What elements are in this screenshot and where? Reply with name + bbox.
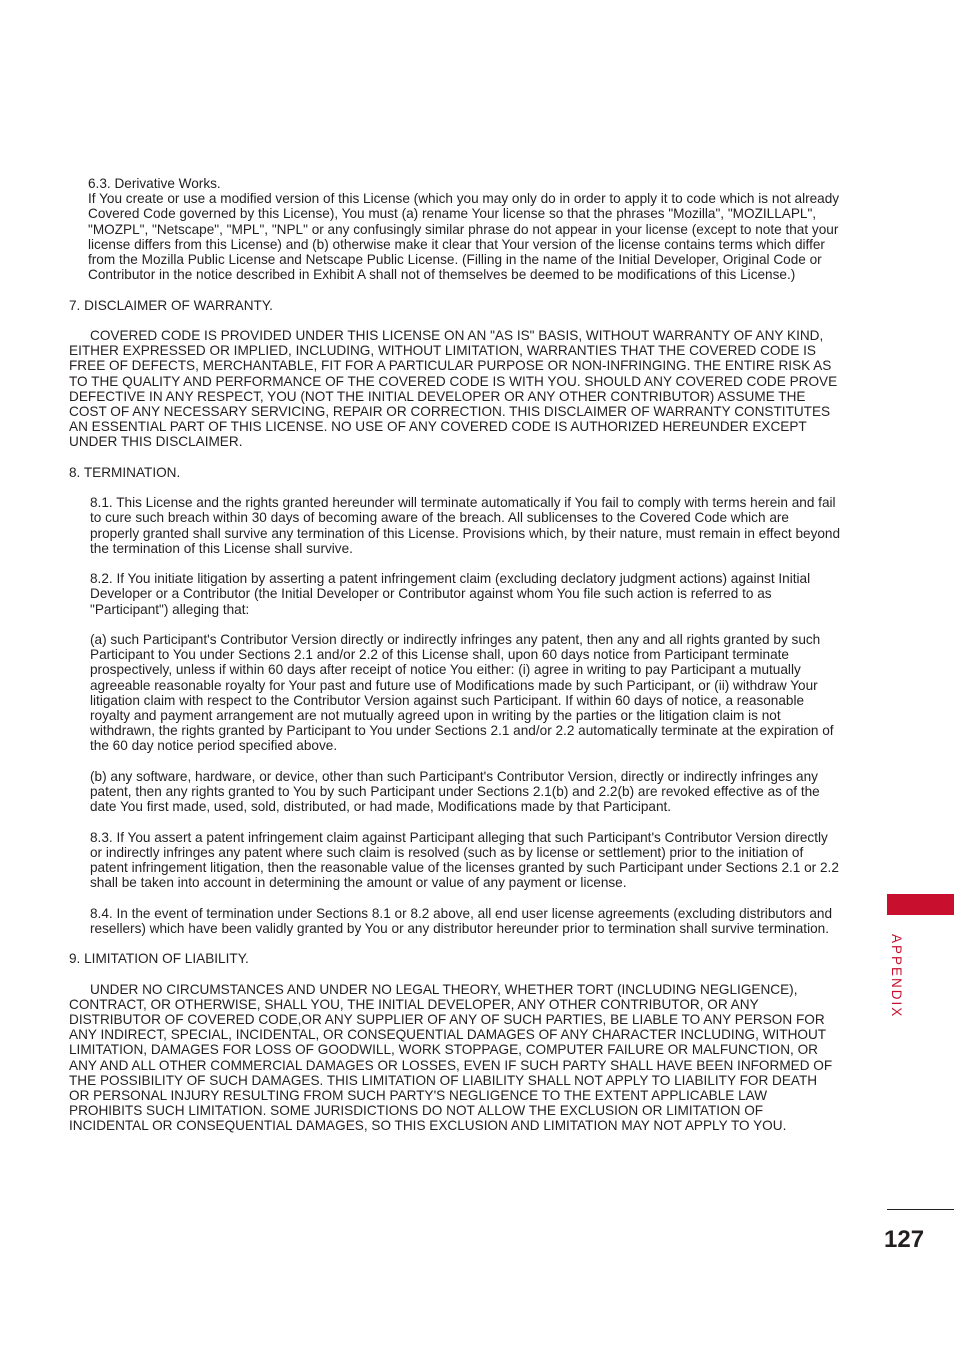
section-8-heading: 8. TERMINATION. xyxy=(69,464,181,480)
section-8-2: 8.2. If You initiate litigation by asserting a patent infringement claim (excluding declatory judgment actions) against Initial Developer or a Contributor (the Initial Developer or Contributor against whom You file such action is referred to as "Participant") alleging that: xyxy=(90,571,811,617)
section-9-body: UNDER NO CIRCUMSTANCES AND UNDER NO LEGAL THEORY, WHETHER TORT (INCLUDING NEGLIGENCE), CONTRACT, OR OTHERWISE, SHALL YOU, THE INITIAL DEVELOPER, ANY OTHER CONTRIBUTOR, OR ANY DISTRIBUTOR OF COVERED CODE,OR ANY SUPPLIER OF ANY OF SUCH PARTIES, BE LIABLE TO ANY PERSON FOR ANY INDIRECT, SPECIAL, INCIDENTAL, OR CONSEQUENTIAL DAMAGES OF ANY CHARACTER INCLUDING, WITHOUT LIMITATION, DAMAGES FOR LOSS OF GOODWILL, WORK STOPPAGE, COMPUTER FAILURE OR MALFUNCTION, OR ANY AND ALL OTHER COMMERCIAL DAMAGES OR LOSSES, EVEN IF SUCH PARTY SHALL HAVE BEEN INFORMED OF THE POSSIBILITY OF SUCH DAMAGES. THIS LIMITATION OF LIABILITY SHALL NOT APPLY TO LIABILITY FOR DEATH OR PERSONAL INJURY RESULTING FROM SUCH PARTY'S NEGLIGENCE TO THE EXTENT APPLICABLE LAW PROHIBITS SUCH LIMITATION. SOME JURISDICTIONS DO NOT ALLOW THE EXCLUSION OR LIMITATION OF INCIDENTAL OR CONSEQUENTIAL DAMAGES, SO THIS EXCLUSION AND LIMITATION MAY NOT APPLY TO YOU. xyxy=(69,981,833,1134)
section-7-heading: 7. DISCLAIMER OF WARRANTY. xyxy=(69,297,273,313)
section-6-3-heading: 6.3. Derivative Works. xyxy=(88,176,221,191)
page-number: 127 xyxy=(884,1226,925,1253)
section-8-2-b: (b) any software, hardware, or device, other than such Participant's Contributor Version, directly or indirectly infringes any patent, then any rights granted to You by such Participant under Sections 2.1(b) and 2.2(b) are revoked effective as of the date You first made, used, sold, distributed, or had made, Modifications made by that Participant. xyxy=(90,768,820,815)
section-8-1: 8.1. This License and the rights granted hereunder will terminate automatically if You fail to comply with terms herein and fail to cure such breach within 30 days of becoming aware of the breach. All sublicenses to the Covered Code which are properly granted shall survive any termination of this License. Provisions which, by their nature, must remain in effect beyond the termination of this License shall survive. xyxy=(90,495,841,556)
section-6-3-body: If You create or use a modified version of this License (which you may only do in order to apply it to code which is not already Covered Code governed by this License), You must (a) rename Your license so that the phrases "Mozilla", "MOZILLAPL", "MOZPL", "Netscape", "MPL", "NPL" or any confusingly similar phrase do not appear in your license (except to note that your license differs from this License) and (b) otherwise make it clear that Your version of the license contains terms which differ from the Mozilla Public License and Netscape Public License. (Filling in the name of the Initial Developer, Original Code or Contributor in the notice described in Exhibit A shall not of themselves be deemed to be modifications of this License.) xyxy=(88,191,840,283)
section-9-heading: 9. LIMITATION OF LIABILITY. xyxy=(69,951,249,967)
license-text xyxy=(69,176,841,1134)
section-8-2-a: (a) such Participant's Contributor Version directly or indirectly infringes any patent, then any and all rights granted by such Participant to You under Sections 2.1 and/or 2.2 of this License shall, upon 60 days notice from Participant terminate prospectively, unless if within 60 days after receipt of notice You either: (i) agree in writing to pay Participant a mutually agreeable reasonable royalty for Your past and future use of Modifications made by such Participant, or (ii) withdraw Your litigation claim with respect to the Contributor Version against such Participant. If within 60 days of notice, a reasonable royalty and payment arrangement are not mutually agreed upon in writing by the parties or the litigation claim is not withdrawn, the rights granted by Participant to You under Sections 2.1 and/or 2.2 automatically terminate at the expiration of the 60 day notice period specified above. xyxy=(90,632,834,754)
appendix-label: APPENDIX xyxy=(889,934,904,1019)
section-8-3: 8.3. If You assert a patent infringement claim against Participant alleging that such Participant's Contributor Version directly or indirectly infringes any patent where such claim is resolved (such as by license or settlement) prior to the initiation of patent infringement litigation, then the reasonable value of the licenses granted by such Participant under Sections 2.1 or 2.2 shall be taken into account in determining the amount or value of any payment or license. xyxy=(90,829,839,891)
section-8-4: 8.4. In the event of termination under Sections 8.1 or 8.2 above, all end user license agreements (excluding distributors and resellers) which have been validly granted by You or any distributor hereunder prior to termination shall survive termination. xyxy=(90,905,833,936)
appendix-tab xyxy=(887,894,954,915)
footer-rule xyxy=(887,1209,954,1210)
section-7-body: COVERED CODE IS PROVIDED UNDER THIS LICENSE ON AN "AS IS" BASIS, WITHOUT WARRANTY OF ANY KIND, EITHER EXPRESSED OR IMPLIED, INCLUDING, WITHOUT LIMITATION, WARRANTIES THAT THE COVERED CODE IS FREE OF DEFECTS, MERCHANTABLE, FIT FOR A PARTICULAR PURPOSE OR NON-INFRINGING. THE ENTIRE RISK AS TO THE QUALITY AND PERFORMANCE OF THE COVERED CODE IS WITH YOU. SHOULD ANY COVERED CODE PROVE DEFECTIVE IN ANY RESPECT, YOU (NOT THE INITIAL DEVELOPER OR ANY OTHER CONTRIBUTOR) ASSUME THE COST OF ANY NECESSARY SERVICING, REPAIR OR CORRECTION. THIS DISCLAIMER OF WARRANTY CONSTITUTES AN ESSENTIAL PART OF THIS LICENSE. NO USE OF ANY COVERED CODE IS AUTHORIZED HEREUNDER EXCEPT UNDER THIS DISCLAIMER. xyxy=(69,328,838,450)
